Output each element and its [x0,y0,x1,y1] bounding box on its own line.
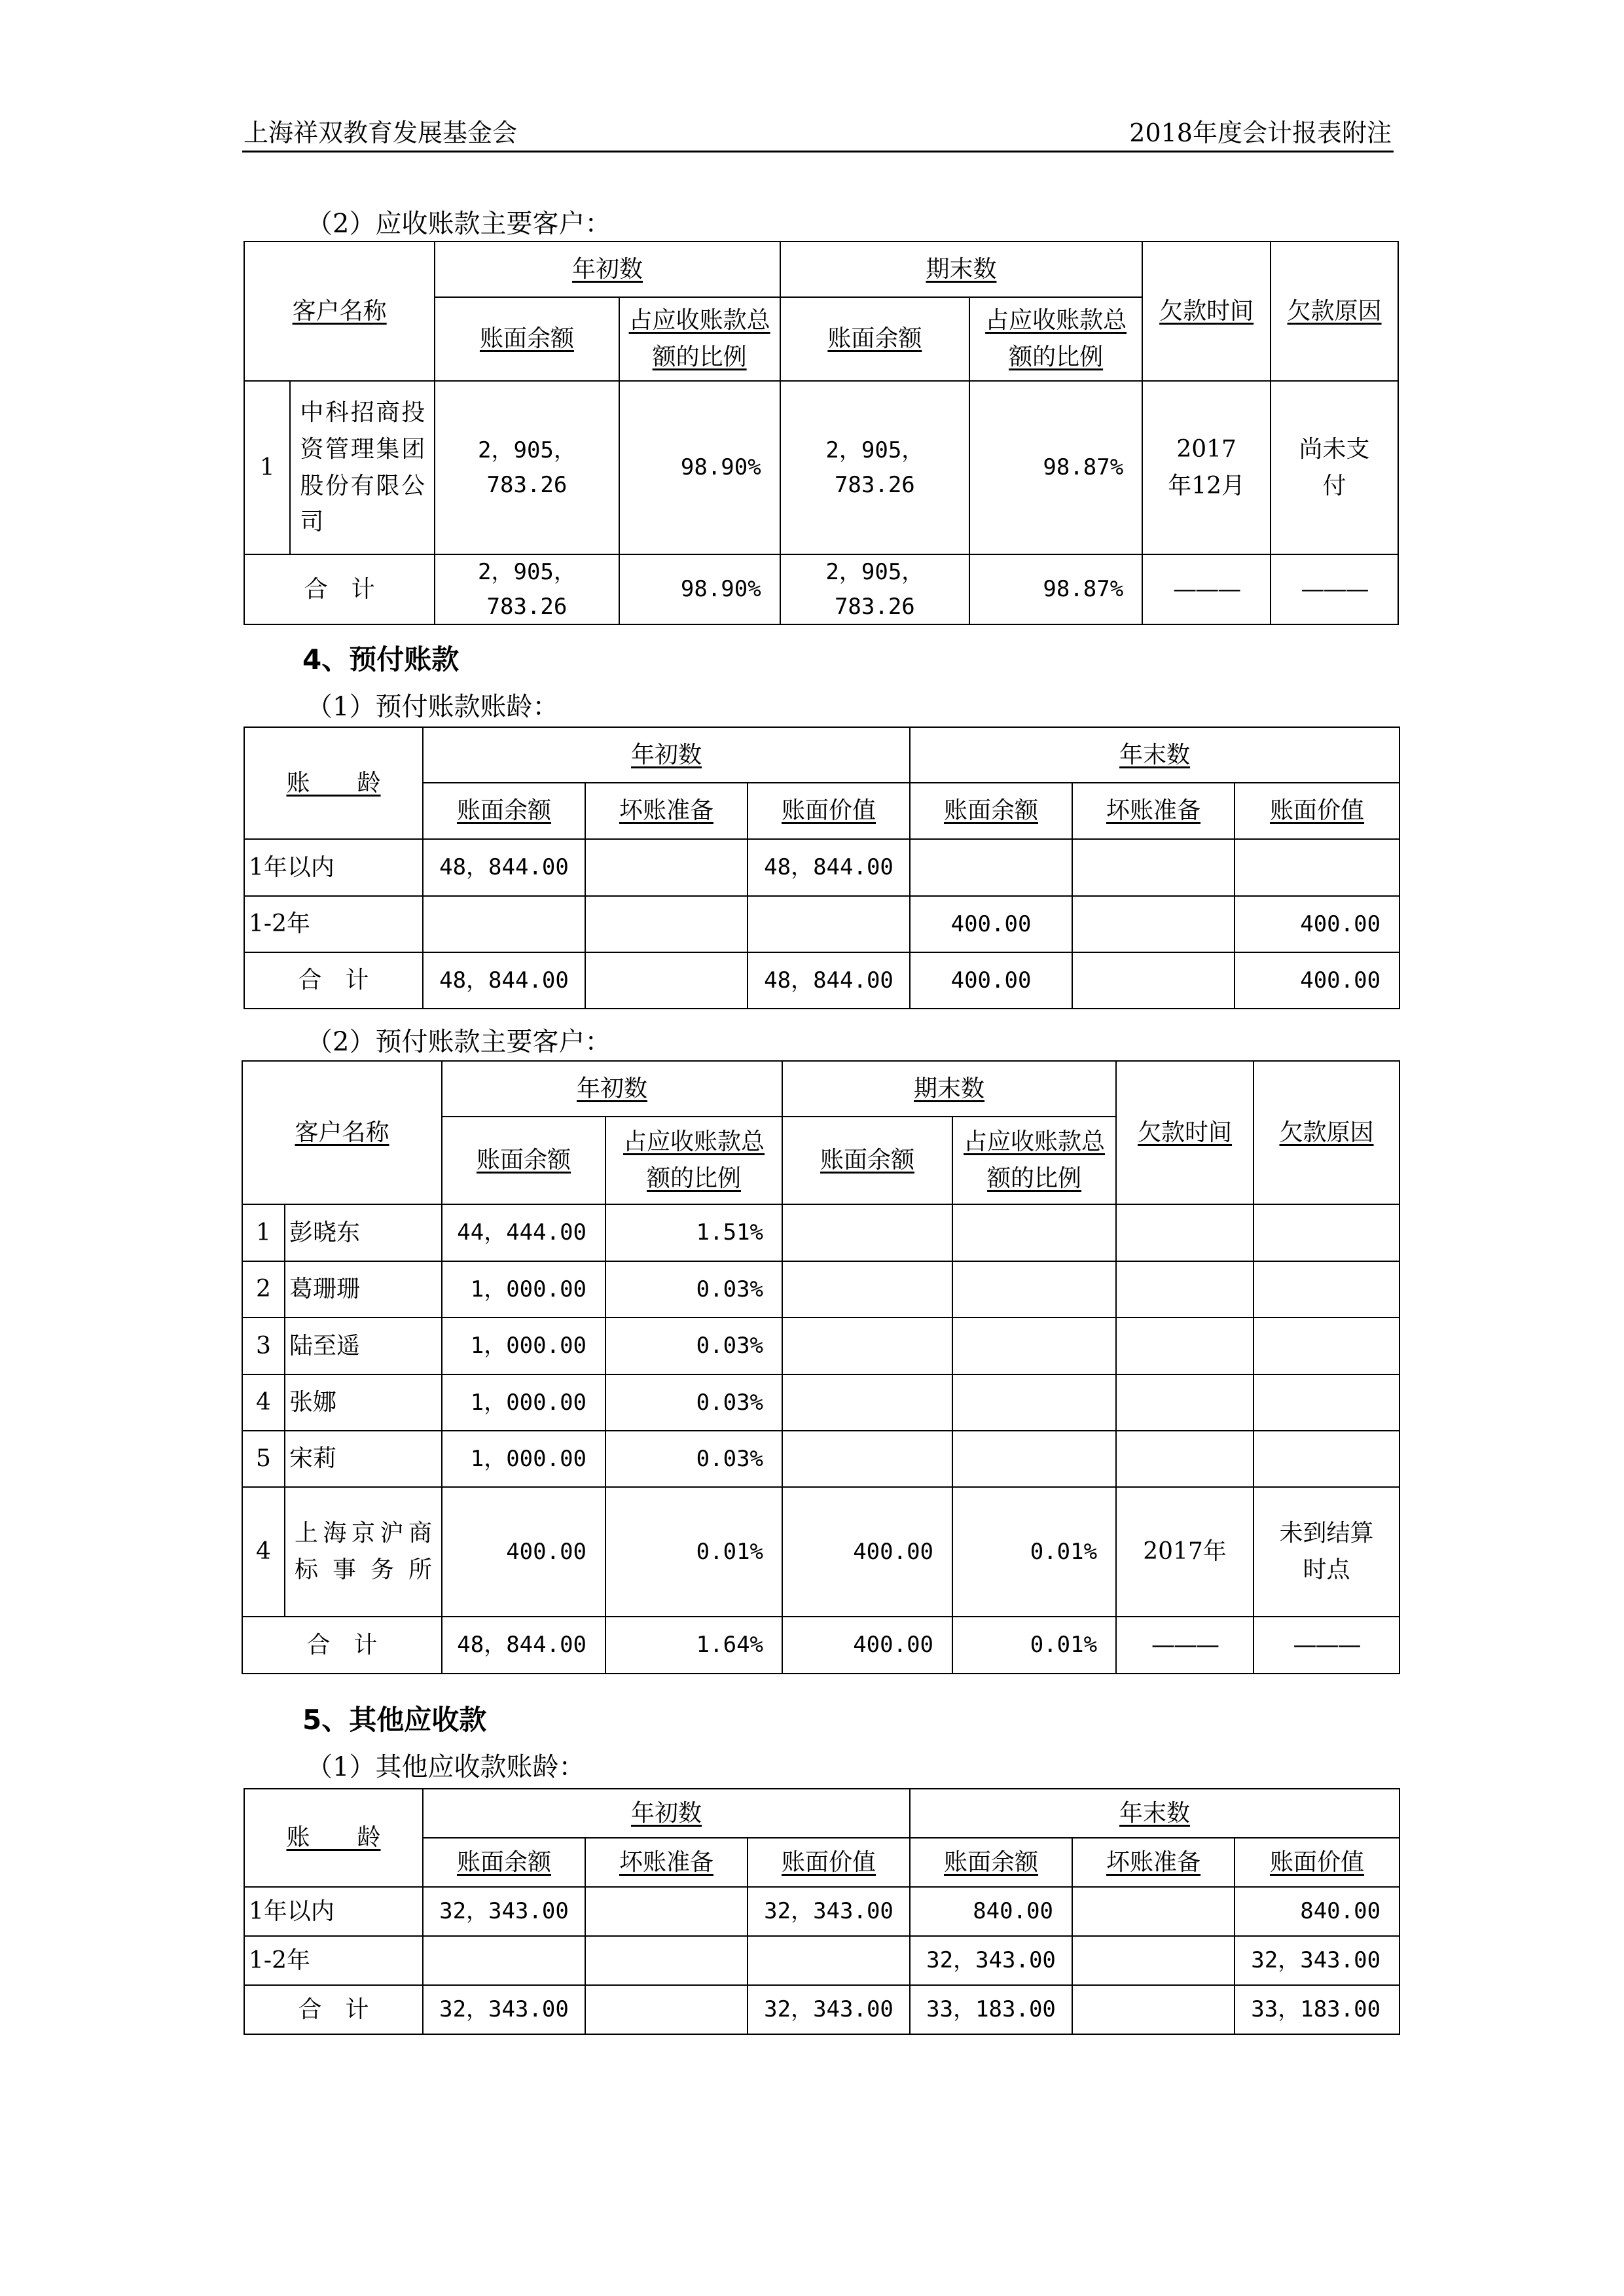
header-reason: 欠款原因 [1254,1061,1399,1204]
total-label: 合 计 [244,952,423,1009]
customer-name: 张娜 [285,1374,442,1431]
header-begin-ratio: 占应收账款总额的比例 [605,1117,782,1204]
begin-balance: 1，000.00 [442,1374,605,1431]
end-balance [910,839,1072,896]
begin-balance: 44，444.00 [442,1204,605,1261]
begin-ratio: 98.90% [619,381,780,554]
row-number: 2 [242,1261,285,1318]
begin-balance: 400.00 [442,1487,605,1617]
total-begin-bad-debt [585,952,748,1009]
end-balance: 32，343.00 [910,1936,1072,1985]
begin-bad-debt [585,1936,748,1985]
receivable-customers-caption: （2）应收账款主要客户： [306,209,611,239]
total-time: ——— [1116,1617,1254,1674]
begin-balance: 2，905，783.26 [435,381,619,554]
total-reason: ——— [1254,1617,1399,1674]
debt-time [1116,1374,1254,1431]
end-balance: 400.00 [782,1487,952,1617]
total-label: 合 计 [244,554,435,624]
header-customer-name: 客户名称 [242,1061,442,1204]
header-begin-value: 账面价值 [748,783,910,839]
begin-balance [423,1936,585,1985]
total-end-value: 33，183.00 [1235,1985,1399,2034]
debt-reason: 未到结算时点 [1254,1487,1399,1617]
row-number: 1 [242,1204,285,1261]
total-row [242,1617,1399,1674]
debt-reason [1254,1374,1399,1431]
age: 1年以内 [244,1887,423,1936]
total-end-balance: 2，905，783.26 [780,554,969,624]
begin-balance: 32，343.00 [423,1887,585,1936]
end-value: 32，343.00 [1235,1936,1399,1985]
header-time: 欠款时间 [1142,242,1271,381]
end-balance [782,1261,952,1318]
total-begin-balance: 32，343.00 [423,1985,585,2034]
total-begin-balance: 48，844.00 [423,952,585,1009]
total-row [244,1985,1399,2034]
header-end-balance: 账面余额 [780,297,969,381]
table-row [244,1936,1399,1985]
header-time: 欠款时间 [1116,1061,1254,1204]
receivable-customers-table [244,241,1399,625]
total-end-value: 400.00 [1235,952,1399,1009]
header-end-bad-debt: 坏账准备 [1072,783,1235,839]
header-begin-balance: 账面余额 [442,1117,605,1204]
header-end: 年末数 [910,1789,1399,1838]
end-ratio [952,1431,1116,1487]
customer-name: 宋莉 [285,1431,442,1487]
debt-reason [1254,1261,1399,1318]
end-balance: 2，905，783.26 [780,381,969,554]
begin-ratio: 0.01% [605,1487,782,1617]
begin-value: 48，844.00 [748,839,910,896]
total-end-bad-debt [1072,952,1235,1009]
customer-name: 陆至遥 [285,1318,442,1374]
begin-ratio: 1.51% [605,1204,782,1261]
begin-value: 32，343.00 [748,1887,910,1936]
total-label: 合 计 [242,1617,442,1674]
total-begin-ratio: 98.90% [619,554,780,624]
prepaid-aging-table [244,726,1400,1009]
prepaid-customers-caption: （2）预付账款主要客户： [306,1027,611,1057]
total-end-ratio: 0.01% [952,1617,1116,1674]
debt-time [1116,1261,1254,1318]
header-end-value: 账面价值 [1235,1838,1399,1887]
table-row [244,1887,1399,1936]
end-value: 400.00 [1235,896,1399,952]
begin-ratio: 0.03% [605,1374,782,1431]
total-end-balance: 400.00 [782,1617,952,1674]
table-row [242,1261,1399,1318]
age: 1-2年 [244,1936,423,1985]
header-end: 年末数 [910,727,1399,783]
end-bad-debt [1072,1936,1235,1985]
debt-time [1116,1318,1254,1374]
debt-reason: 尚未支付 [1271,381,1398,554]
header-end-ratio: 占应收账款总额的比例 [969,297,1142,381]
end-ratio [952,1374,1116,1431]
prepaid-customers-table [242,1060,1400,1674]
header-rule [242,151,1394,152]
table-row [242,1318,1399,1374]
total-label: 合 计 [244,1985,423,2034]
header-end: 期末数 [780,242,1143,297]
table-row [244,896,1399,952]
header-begin-value: 账面价值 [748,1838,910,1887]
row-number: 1 [244,381,290,554]
begin-balance: 1，000.00 [442,1261,605,1318]
end-ratio: 98.87% [969,381,1142,554]
header-org: 上海祥双教育发展基金会 [244,118,518,147]
debt-time: 2017年12月 [1142,381,1271,554]
header-begin-bad-debt: 坏账准备 [585,783,748,839]
table-row [242,1204,1399,1261]
header-begin: 年初数 [442,1061,782,1117]
header-end-ratio: 占应收账款总额的比例 [952,1117,1116,1204]
header-begin: 年初数 [423,1789,910,1838]
begin-ratio: 0.03% [605,1318,782,1374]
end-balance [782,1431,952,1487]
debt-reason [1254,1318,1399,1374]
row-number: 4 [242,1487,285,1617]
total-end-ratio: 98.87% [969,554,1142,624]
end-balance [782,1374,952,1431]
header-end: 期末数 [782,1061,1116,1117]
header-customer-name: 客户名称 [244,242,435,381]
total-begin-balance: 2，905，783.26 [435,554,619,624]
end-ratio [952,1204,1116,1261]
age: 1-2年 [244,896,423,952]
begin-balance [423,896,585,952]
prepaid-aging-caption: （1）预付账款账龄： [306,692,559,722]
begin-bad-debt [585,1887,748,1936]
begin-ratio: 0.03% [605,1431,782,1487]
end-bad-debt [1072,839,1235,896]
table-row [244,839,1399,896]
end-balance: 400.00 [910,896,1072,952]
total-time: ——— [1142,554,1271,624]
begin-value [748,1936,910,1985]
table-row [242,1374,1399,1431]
table-row [242,1431,1399,1487]
customer-name: 中科招商投资管理集团股份有限公司 [290,381,435,554]
total-begin-ratio: 1.64% [605,1617,782,1674]
header-end-value: 账面价值 [1235,783,1399,839]
begin-value [748,896,910,952]
begin-bad-debt [585,896,748,952]
end-value: 840.00 [1235,1887,1399,1936]
begin-balance: 48，844.00 [423,839,585,896]
debt-time [1116,1431,1254,1487]
customer-name: 彭晓东 [285,1204,442,1261]
header-end-balance: 账面余额 [782,1117,952,1204]
total-row [244,952,1399,1009]
total-begin-value: 32，343.00 [748,1985,910,2034]
header-begin-bad-debt: 坏账准备 [585,1838,748,1887]
end-bad-debt [1072,896,1235,952]
header-begin: 年初数 [423,727,910,783]
header-begin-balance: 账面余额 [423,783,585,839]
end-value [1235,839,1399,896]
end-ratio [952,1318,1116,1374]
row-number: 4 [242,1374,285,1431]
row-number: 5 [242,1431,285,1487]
header-end-balance: 账面余额 [910,1838,1072,1887]
customer-name: 上海京沪商标事务所 [285,1487,442,1617]
begin-bad-debt [585,839,748,896]
debt-reason [1254,1204,1399,1261]
end-balance [782,1318,952,1374]
total-begin-value: 48，844.00 [748,952,910,1009]
end-ratio: 0.01% [952,1487,1116,1617]
header-begin-balance: 账面余额 [423,1838,585,1887]
age: 1年以内 [244,839,423,896]
header-reason: 欠款原因 [1271,242,1398,381]
end-balance [782,1204,952,1261]
header-end-balance: 账面余额 [910,783,1072,839]
total-begin-balance: 48，844.00 [442,1617,605,1674]
other-receivable-aging-caption: （1）其他应收款账龄： [306,1752,585,1782]
total-begin-bad-debt [585,1985,748,2034]
customer-name: 葛珊珊 [285,1261,442,1318]
header-age: 账 龄 [244,1789,423,1887]
header-report: 2018年度会计报表附注 [1129,118,1392,147]
total-reason: ——— [1271,554,1398,624]
header-begin: 年初数 [435,242,780,297]
total-end-balance: 400.00 [910,952,1072,1009]
table-row [242,1487,1399,1617]
debt-reason [1254,1431,1399,1487]
total-row [244,554,1398,624]
debt-time: 2017年 [1116,1487,1254,1617]
row-number: 3 [242,1318,285,1374]
begin-balance: 1，000.00 [442,1431,605,1487]
section-5-title: 5、其他应收款 [302,1704,487,1736]
table-row [244,381,1398,554]
header-begin-ratio: 占应收账款总额的比例 [619,297,780,381]
total-end-balance: 33，183.00 [910,1985,1072,2034]
debt-time [1116,1204,1254,1261]
end-bad-debt [1072,1887,1235,1936]
end-balance: 840.00 [910,1887,1072,1936]
header-age: 账 龄 [244,727,423,839]
section-4-title: 4、预付账款 [302,643,460,675]
begin-ratio: 0.03% [605,1261,782,1318]
begin-balance: 1，000.00 [442,1318,605,1374]
header-end-bad-debt: 坏账准备 [1072,1838,1235,1887]
end-ratio [952,1261,1116,1318]
total-end-bad-debt [1072,1985,1235,2034]
other-receivable-aging-table [244,1788,1400,2035]
header-begin-balance: 账面余额 [435,297,619,381]
